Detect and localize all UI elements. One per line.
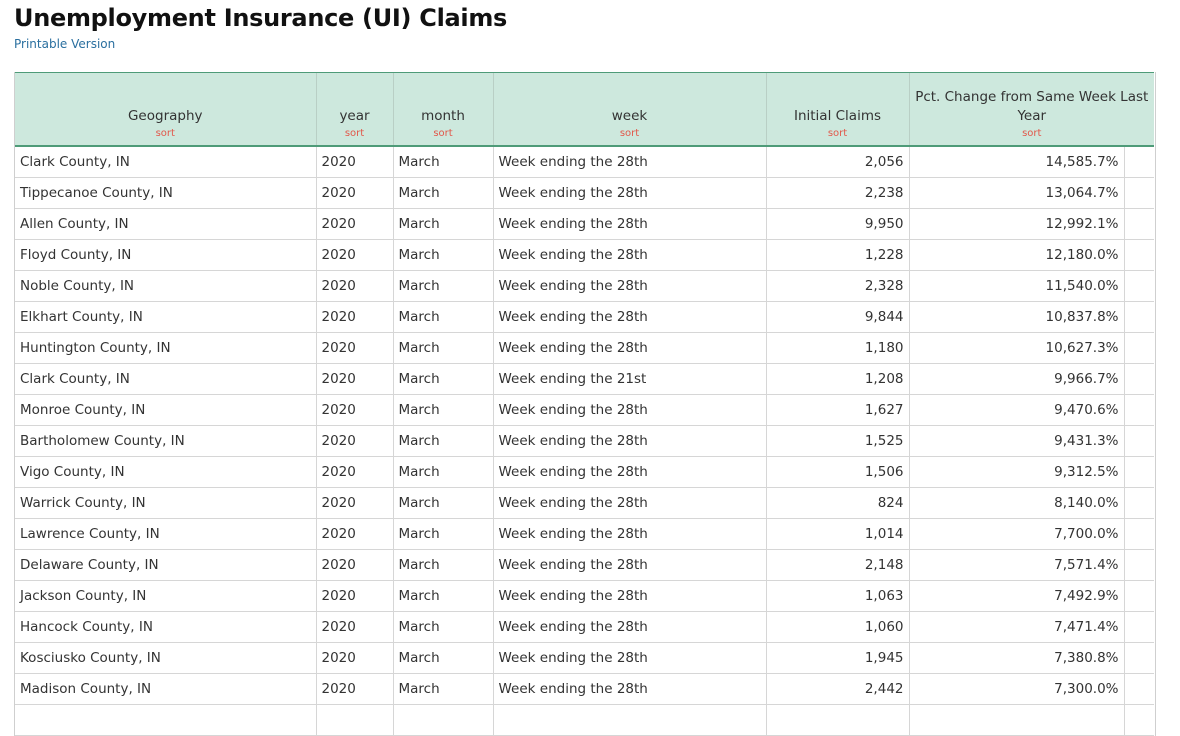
column-label: week: [611, 108, 648, 124]
table-row: [15, 643, 1154, 674]
cell-year: 2020: [316, 395, 393, 426]
cell-week: Week ending the 28th: [493, 209, 766, 240]
table-row: [15, 209, 1154, 240]
sort-initial-claims-link[interactable]: sort: [827, 128, 848, 139]
cell-geography: Monroe County, IN: [15, 395, 316, 426]
sort-month-link[interactable]: sort: [433, 128, 453, 139]
cell-geography: Kosciusko County, IN: [15, 643, 316, 674]
cell-pct-change: 7,380.8%: [909, 643, 1124, 674]
cell-initial-claims: 9,950: [766, 209, 909, 240]
cell-week: Week ending the 28th: [493, 643, 766, 674]
cell-geography: Allen County, IN: [15, 209, 316, 240]
cell-year: 2020: [316, 457, 393, 488]
cell-week: Week ending the 28th: [493, 550, 766, 581]
cell-month: March: [393, 146, 493, 178]
cell-geography: [15, 705, 316, 736]
table-row: [15, 146, 1154, 178]
cell-week: Week ending the 28th: [493, 426, 766, 457]
cell-year: 2020: [316, 302, 393, 333]
cell-pct-change: 12,180.0%: [909, 240, 1124, 271]
cell-initial-claims: 1,063: [766, 581, 909, 612]
cell-week: Week ending the 28th: [493, 271, 766, 302]
cell-pct-change: 9,312.5%: [909, 457, 1124, 488]
cell-month: March: [393, 271, 493, 302]
cell-month: [393, 705, 493, 736]
cell-initial-claims: 1,014: [766, 519, 909, 550]
table-row: [15, 519, 1154, 550]
cell-spacer: [1124, 364, 1154, 395]
cell-geography: Noble County, IN: [15, 271, 316, 302]
cell-initial-claims: 2,056: [766, 146, 909, 178]
cell-year: 2020: [316, 178, 393, 209]
cell-year: 2020: [316, 612, 393, 643]
cell-geography: Lawrence County, IN: [15, 519, 316, 550]
table-row: [15, 550, 1154, 581]
cell-year: 2020: [316, 364, 393, 395]
cell-geography: Madison County, IN: [15, 674, 316, 705]
table-row: [15, 333, 1154, 364]
cell-year: 2020: [316, 426, 393, 457]
column-label: Geography: [127, 108, 203, 124]
table-row: [15, 705, 1154, 736]
cell-geography: Hancock County, IN: [15, 612, 316, 643]
cell-week: Week ending the 28th: [493, 612, 766, 643]
cell-month: March: [393, 581, 493, 612]
cell-pct-change: 7,492.9%: [909, 581, 1124, 612]
cell-spacer: [1124, 643, 1154, 674]
cell-week: Week ending the 28th: [493, 178, 766, 209]
table-row: [15, 395, 1154, 426]
cell-year: 2020: [316, 550, 393, 581]
cell-pct-change: 9,470.6%: [909, 395, 1124, 426]
cell-year: 2020: [316, 581, 393, 612]
cell-spacer: [1124, 333, 1154, 364]
cell-week: Week ending the 28th: [493, 395, 766, 426]
cell-spacer: [1124, 426, 1154, 457]
cell-initial-claims: 1,180: [766, 333, 909, 364]
cell-week: Week ending the 28th: [493, 146, 766, 178]
cell-month: March: [393, 240, 493, 271]
cell-spacer: [1124, 209, 1154, 240]
cell-pct-change: 14,585.7%: [909, 146, 1124, 178]
table-row: [15, 271, 1154, 302]
cell-pct-change: 12,992.1%: [909, 209, 1124, 240]
table-row: [15, 302, 1154, 333]
cell-geography: Elkhart County, IN: [15, 302, 316, 333]
cell-spacer: [1124, 705, 1154, 736]
cell-initial-claims: 1,945: [766, 643, 909, 674]
cell-pct-change: [909, 705, 1124, 736]
cell-geography: Huntington County, IN: [15, 333, 316, 364]
cell-geography: Clark County, IN: [15, 146, 316, 178]
cell-year: 2020: [316, 146, 393, 178]
column-header-geography: [15, 73, 316, 147]
cell-year: [316, 705, 393, 736]
cell-pct-change: 9,431.3%: [909, 426, 1124, 457]
cell-initial-claims: 2,148: [766, 550, 909, 581]
table-row: [15, 612, 1154, 643]
cell-week: Week ending the 28th: [493, 302, 766, 333]
table-body: [15, 146, 1154, 736]
cell-year: 2020: [316, 240, 393, 271]
cell-geography: Floyd County, IN: [15, 240, 316, 271]
cell-spacer: [1124, 395, 1154, 426]
table-row: [15, 240, 1154, 271]
cell-spacer: [1124, 581, 1154, 612]
cell-month: March: [393, 209, 493, 240]
cell-spacer: [1124, 271, 1154, 302]
cell-year: 2020: [316, 643, 393, 674]
cell-geography: Bartholomew County, IN: [15, 426, 316, 457]
cell-month: March: [393, 426, 493, 457]
table-row: [15, 178, 1154, 209]
cell-week: Week ending the 28th: [493, 333, 766, 364]
cell-month: March: [393, 178, 493, 209]
cell-year: 2020: [316, 209, 393, 240]
column-header-week: [493, 73, 766, 147]
cell-spacer: [1124, 550, 1154, 581]
cell-spacer: [1124, 612, 1154, 643]
sort-pct-change-link[interactable]: sort: [1022, 128, 1042, 139]
table-row: [15, 364, 1154, 395]
column-header-year: [316, 73, 393, 147]
column-label: Initial Claims: [793, 108, 882, 124]
cell-spacer: [1124, 488, 1154, 519]
cell-spacer: [1124, 178, 1154, 209]
cell-year: 2020: [316, 488, 393, 519]
sort-year-link[interactable]: sort: [344, 128, 365, 139]
cell-month: March: [393, 674, 493, 705]
cell-initial-claims: 2,328: [766, 271, 909, 302]
cell-initial-claims: 2,238: [766, 178, 909, 209]
cell-initial-claims: 2,442: [766, 674, 909, 705]
cell-geography: Warrick County, IN: [15, 488, 316, 519]
cell-month: March: [393, 612, 493, 643]
table-row: [15, 674, 1154, 705]
column-label: year: [339, 108, 370, 124]
cell-spacer: [1124, 457, 1154, 488]
cell-month: March: [393, 488, 493, 519]
cell-pct-change: 13,064.7%: [909, 178, 1124, 209]
cell-pct-change: 10,627.3%: [909, 333, 1124, 364]
column-header-initial-claims: [766, 73, 909, 147]
cell-year: 2020: [316, 519, 393, 550]
claims-table: [15, 72, 1154, 736]
cell-month: March: [393, 395, 493, 426]
cell-pct-change: 11,540.0%: [909, 271, 1124, 302]
cell-month: March: [393, 333, 493, 364]
cell-geography: Tippecanoe County, IN: [15, 178, 316, 209]
cell-spacer: [1124, 240, 1154, 271]
cell-initial-claims: [766, 705, 909, 736]
cell-initial-claims: 1,525: [766, 426, 909, 457]
cell-initial-claims: 1,506: [766, 457, 909, 488]
printable-version-link[interactable]: Printable Version: [14, 37, 116, 51]
claims-table-container: [14, 72, 1156, 736]
cell-week: [493, 705, 766, 736]
cell-initial-claims: 9,844: [766, 302, 909, 333]
cell-week: Week ending the 28th: [493, 488, 766, 519]
table-header-row: [15, 73, 1154, 147]
table-row: [15, 457, 1154, 488]
sort-geography-link[interactable]: sort: [155, 128, 175, 139]
cell-initial-claims: 1,208: [766, 364, 909, 395]
column-label: Pct. Change from Same Week Last Year: [915, 89, 1149, 124]
cell-pct-change: 7,300.0%: [909, 674, 1124, 705]
cell-geography: Vigo County, IN: [15, 457, 316, 488]
cell-spacer: [1124, 519, 1154, 550]
column-label: month: [421, 108, 465, 124]
cell-pct-change: 10,837.8%: [909, 302, 1124, 333]
cell-pct-change: 7,571.4%: [909, 550, 1124, 581]
cell-pct-change: 7,700.0%: [909, 519, 1124, 550]
cell-spacer: [1124, 146, 1154, 178]
cell-week: Week ending the 21st: [493, 364, 766, 395]
cell-month: March: [393, 364, 493, 395]
cell-month: March: [393, 550, 493, 581]
cell-week: Week ending the 28th: [493, 674, 766, 705]
cell-initial-claims: 1,228: [766, 240, 909, 271]
cell-week: Week ending the 28th: [493, 581, 766, 612]
cell-spacer: [1124, 674, 1154, 705]
cell-week: Week ending the 28th: [493, 457, 766, 488]
column-header-pct-change: [909, 73, 1154, 147]
table-row: [15, 426, 1154, 457]
column-header-month: [393, 73, 493, 147]
cell-week: Week ending the 28th: [493, 519, 766, 550]
table-row: [15, 581, 1154, 612]
cell-month: March: [393, 643, 493, 674]
cell-spacer: [1124, 302, 1154, 333]
cell-geography: Delaware County, IN: [15, 550, 316, 581]
cell-pct-change: 9,966.7%: [909, 364, 1124, 395]
cell-month: March: [393, 457, 493, 488]
cell-geography: Jackson County, IN: [15, 581, 316, 612]
cell-pct-change: 8,140.0%: [909, 488, 1124, 519]
table-row: [15, 488, 1154, 519]
cell-geography: Clark County, IN: [15, 364, 316, 395]
cell-week: Week ending the 28th: [493, 240, 766, 271]
cell-pct-change: 7,471.4%: [909, 612, 1124, 643]
cell-year: 2020: [316, 271, 393, 302]
sort-week-link[interactable]: sort: [619, 128, 640, 139]
cell-year: 2020: [316, 674, 393, 705]
cell-initial-claims: 1,060: [766, 612, 909, 643]
cell-initial-claims: 1,627: [766, 395, 909, 426]
cell-month: March: [393, 519, 493, 550]
cell-month: March: [393, 302, 493, 333]
cell-initial-claims: 824: [766, 488, 909, 519]
cell-year: 2020: [316, 333, 393, 364]
page-title: Unemployment Insurance (UI) Claims: [14, 4, 508, 32]
